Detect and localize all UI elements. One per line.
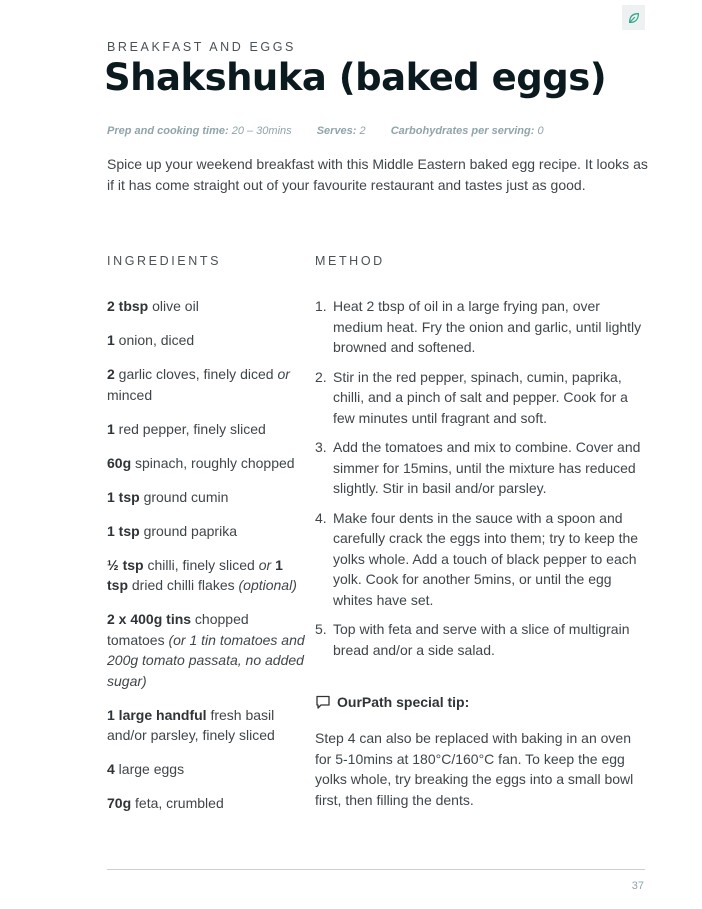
carbs <box>391 125 544 137</box>
ingredient-item <box>107 453 305 474</box>
method-list <box>315 296 650 669</box>
step-text: Make four dents in the sauce with a spoon and carefully crack the eggs into them; try to keep the yolks whole. Add a touch of black pepper to each yolk. Cook for another 5mins, or until the egg whites have set. <box>333 509 639 608</box>
ingredient-text-2: minced <box>107 386 153 403</box>
ingredient-note: (or 1 tin tomatoes and 200g tomato passata, no added sugar) <box>107 631 305 689</box>
serves <box>317 125 366 137</box>
recipe-intro: Spice up your weekend breakfast with this Middle Eastern baked egg recipe. It looks as if it has come straight out of your favourite restaurant and tastes just as good. <box>107 156 648 193</box>
leaf-badge <box>622 5 645 30</box>
ingredient-text: garlic cloves, finely diced <box>114 366 278 382</box>
step-text: Heat 2 tbsp of oil in a large frying pan, over medium heat. Fry the onion and garlic, until lightly browned and softened. <box>333 298 642 355</box>
ingredient-qty: 1 <box>107 420 115 437</box>
method-step <box>315 508 650 611</box>
recipe-category: BREAKFAST AND EGGS <box>107 40 296 54</box>
prep-time-label: Prep and cooking time: <box>107 125 229 137</box>
ingredient-qty: 70g <box>107 795 132 811</box>
step-number: 2. <box>315 368 327 385</box>
page-number: 37 <box>631 880 644 892</box>
step-number: 5. <box>315 621 327 637</box>
carbs-label: Carbohydrates per serving: <box>390 125 535 137</box>
ingredient-text: feta, crumbled <box>131 795 224 811</box>
carbs-value: 0 <box>537 125 544 137</box>
ingredient-item <box>107 705 305 746</box>
ingredient-qty: ½ tsp <box>107 556 144 573</box>
ingredients-list <box>107 296 305 827</box>
method-heading: METHOD <box>315 254 385 268</box>
ingredient-item <box>107 521 305 542</box>
ingredient-qty: 1 large handful <box>107 706 207 723</box>
ingredient-qty: 1 tsp <box>107 488 140 505</box>
ingredients-heading: INGREDIENTS <box>107 254 222 268</box>
method-step <box>315 367 650 429</box>
method-step <box>315 619 650 660</box>
ingredient-qty: 2 tbsp <box>107 298 149 314</box>
speech-bubble-icon <box>315 694 331 710</box>
step-text: Stir in the red pepper, spinach, cumin, paprika, chilli, and a pinch of salt and pepper. Cook for a few minutes until fragrant and soft. <box>333 368 628 426</box>
ingredient-item <box>107 296 305 317</box>
ingredient-item <box>107 487 305 508</box>
ingredient-qty: 1 tsp <box>107 522 140 539</box>
ingredient-qty: 60g <box>107 454 132 471</box>
ingredient-item <box>107 793 305 814</box>
ingredient-qty: 4 <box>107 761 115 777</box>
ingredient-text: chopped tomatoes <box>107 611 249 648</box>
ingredient-item <box>107 364 305 405</box>
ingredient-text: large eggs <box>114 761 185 777</box>
step-text: Top with feta and serve with a slice of multigrain bread and/or a side salad. <box>333 621 630 658</box>
method-step <box>315 437 650 499</box>
ingredient-item <box>107 419 305 440</box>
ingredient-item <box>107 555 305 596</box>
ingredient-text: ground paprika <box>139 522 237 539</box>
step-number: 1. <box>315 298 327 314</box>
serves-value: 2 <box>359 125 366 137</box>
ingredient-text: red pepper, finely sliced <box>114 420 266 437</box>
ingredient-text-2: dried chilli flakes <box>128 577 239 593</box>
ingredient-item <box>107 759 305 780</box>
recipe-meta <box>107 125 566 137</box>
step-number: 4. <box>315 509 327 526</box>
ingredient-text: onion, diced <box>114 332 195 348</box>
method-step <box>315 296 650 358</box>
tip-heading <box>315 694 469 710</box>
ingredient-qty: 2 x 400g tins <box>107 611 192 627</box>
ingredient-text: fresh basil and/or parsley, finely sliced <box>107 706 275 743</box>
prep-time-value: 20 – 30mins <box>231 125 292 137</box>
step-text: Add the tomatoes and mix to combine. Cover and simmer for 15mins, until the mixture has reduced slightly. Stir in basil and/or parsley. <box>333 439 641 496</box>
ingredient-item <box>107 609 305 691</box>
leaf-icon <box>627 11 641 25</box>
serves-label: Serves: <box>316 125 357 137</box>
ingredient-text: ground cumin <box>139 488 229 505</box>
prep-time <box>107 125 292 137</box>
ingredient-qty-2: 1 tsp <box>107 556 283 593</box>
step-number: 3. <box>315 439 327 455</box>
tip-heading-text: OurPath special tip: <box>337 694 470 710</box>
footer-divider <box>107 869 645 870</box>
ingredient-or: or <box>277 366 290 382</box>
ingredient-text: spinach, roughly chopped <box>131 454 295 471</box>
ingredient-text: chilli, finely sliced <box>143 556 259 573</box>
tip-body: Step 4 can also be replaced with baking in an oven for 5-10mins at 180°C/160°C fan. To keep the egg yolks whole, try breaking the eggs into a small bowl first, then filling the dents. <box>315 730 634 808</box>
ingredient-or: or <box>258 556 272 573</box>
ingredient-note: (optional) <box>238 577 297 593</box>
recipe-title: Shakshuka (baked eggs) <box>104 56 607 99</box>
ingredient-qty: 1 <box>107 332 115 348</box>
ingredient-text: olive oil <box>148 298 199 314</box>
ingredient-qty: 2 <box>107 366 115 382</box>
ingredient-item <box>107 330 305 351</box>
